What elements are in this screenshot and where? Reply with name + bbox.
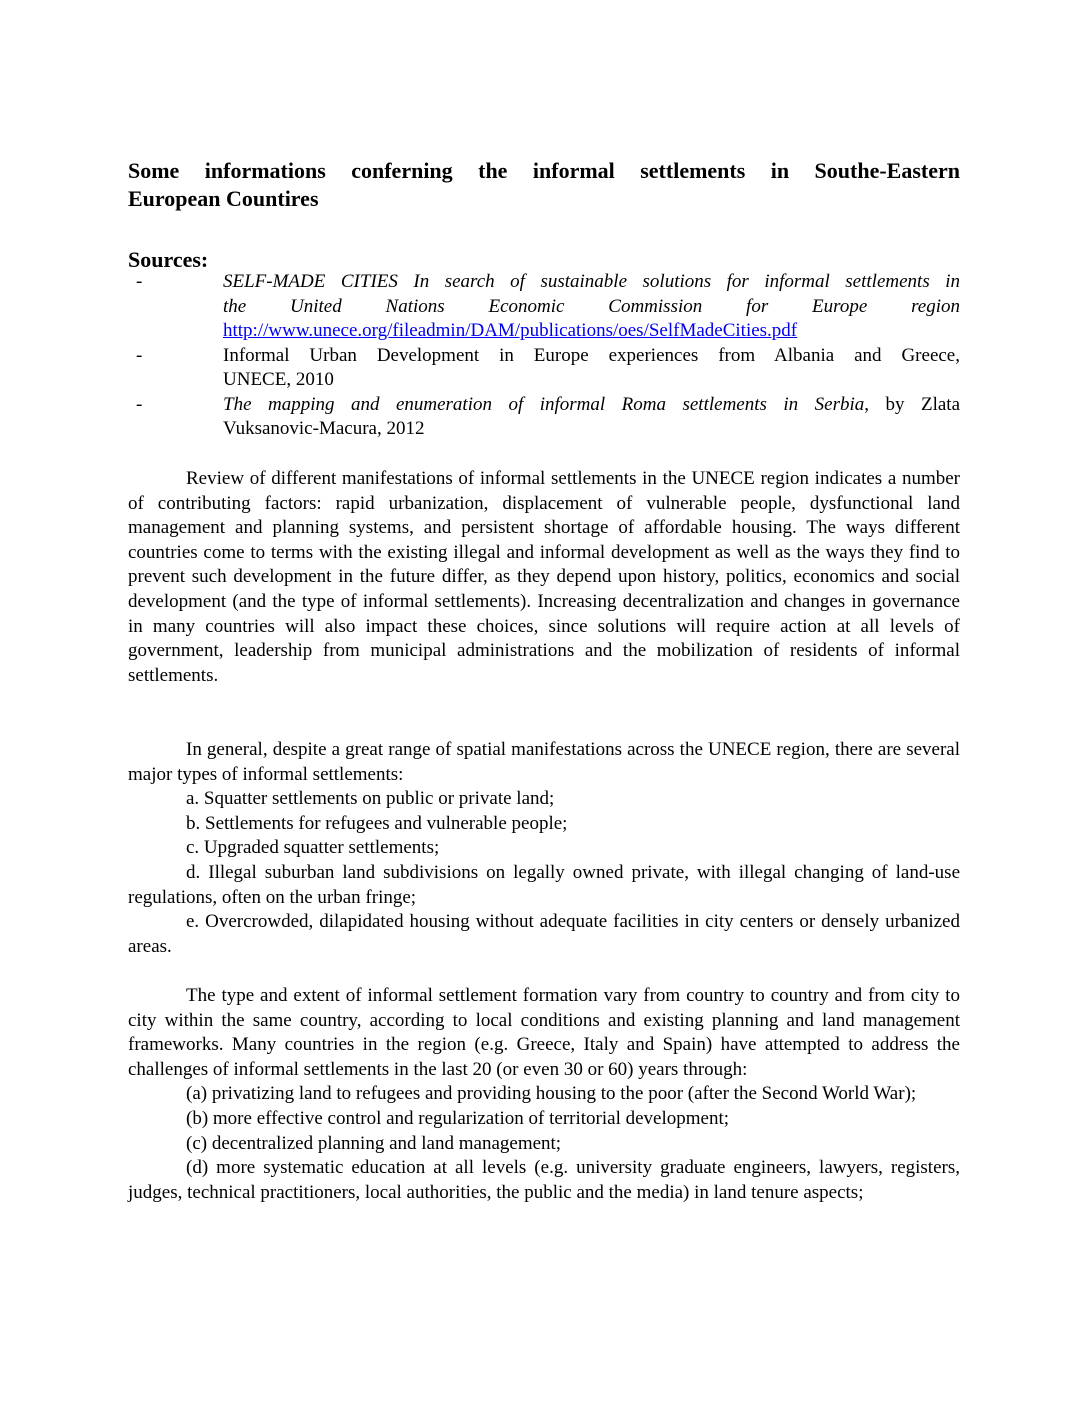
- sources-list: [128, 270, 960, 442]
- bullet-dash: -: [136, 344, 143, 366]
- source-author-prefix: , by Zlata: [864, 393, 961, 415]
- source-line-2: UNECE, 2010: [223, 369, 334, 390]
- paragraph-2: [128, 738, 960, 959]
- approach-d: (d) more systematic education at all levels (e.g. university graduate engineers, lawyers, registers, judges, technical practitioners, local authorities, the public and the media) in land tenure aspects;: [128, 1157, 960, 1203]
- settlement-type-a: a. Squatter settlements on public or private land;: [186, 788, 555, 810]
- source-item: [128, 393, 960, 442]
- source-line-1: [223, 393, 960, 418]
- source-title-line-2: the United Nations Economic Commission for Europe region: [223, 295, 960, 317]
- title-line-1: Some informations conferning the informal settlements in Southe-Eastern: [128, 158, 960, 183]
- paragraph-2-intro: In general, despite a great range of spatial manifestations across the UNECE region, there are several major types of informal settlements:: [128, 739, 960, 785]
- paragraph-3-intro: The type and extent of informal settlement formation vary from country to country and from city to city within the same country, according to local conditions and existing planning and land management frameworks. Many countries in the region (e.g. Greece, Italy and Spain) have attempted to address the challenges of informal settlements in the last 20 (or even 30 or 60) years through:: [128, 985, 960, 1080]
- paragraph-1: Review of different manifestations of informal settlements in the UNECE region indicates a number of contributing factors: rapid urbanization, displacement of vulnerable people, dysfunctional land management and planning systems, and persistent shortage of affordable housing. The ways different countries come to terms with the existing illegal and informal development as well as the ways they find to prevent such development in the future differ, as they depend upon history, politics, economics and social development (and the type of informal settlements). Increasing decentralization and changes in governance in many countries will also impact these choices, since solutions will require action at all levels of government, leadership from municipal administrations and the mobilization of residents of informal settlements.: [128, 468, 960, 686]
- bullet-dash: -: [136, 271, 143, 292]
- source-item: [128, 344, 960, 393]
- source-italic-title: The mapping and enumeration of informal Roma settlements in Serbia: [223, 393, 865, 415]
- source-line-2: Vuksanovic-Macura, 2012: [223, 418, 425, 439]
- settlement-type-b: b. Settlements for refugees and vulnerable people;: [186, 812, 568, 834]
- source-title-line-1: SELF-MADE CITIES In search of sustainable solutions for informal settlements in: [223, 271, 960, 292]
- approach-c: (c) decentralized planning and land management;: [186, 1132, 562, 1154]
- settlement-type-d: d. Illegal suburban land subdivisions on legally owned private, with illegal changing of land-use regulations, often on the urban fringe;: [128, 861, 960, 908]
- bullet-dash: -: [136, 393, 143, 415]
- approach-a: (a) privatizing land to refugees and providing housing to the poor (after the Second World War);: [186, 1083, 917, 1105]
- paragraph-3: [128, 984, 960, 1205]
- document-title: [128, 157, 960, 213]
- source-line-1: Informal Urban Development in Europe experiences from Albania and Greece,: [223, 344, 960, 366]
- title-line-2: European Countires: [128, 186, 319, 211]
- source-link[interactable]: http://www.unece.org/fileadmin/DAM/publications/oes/SelfMadeCities.pdf: [223, 320, 798, 341]
- sources-heading: Sources:: [128, 247, 209, 272]
- settlement-type-e: e. Overcrowded, dilapidated housing without adequate facilities in city centers or densely urbanized areas.: [128, 911, 960, 957]
- approach-b: (b) more effective control and regularization of territorial development;: [186, 1107, 730, 1129]
- source-item: [128, 270, 960, 344]
- settlement-type-c: c. Upgraded squatter settlements;: [186, 837, 440, 859]
